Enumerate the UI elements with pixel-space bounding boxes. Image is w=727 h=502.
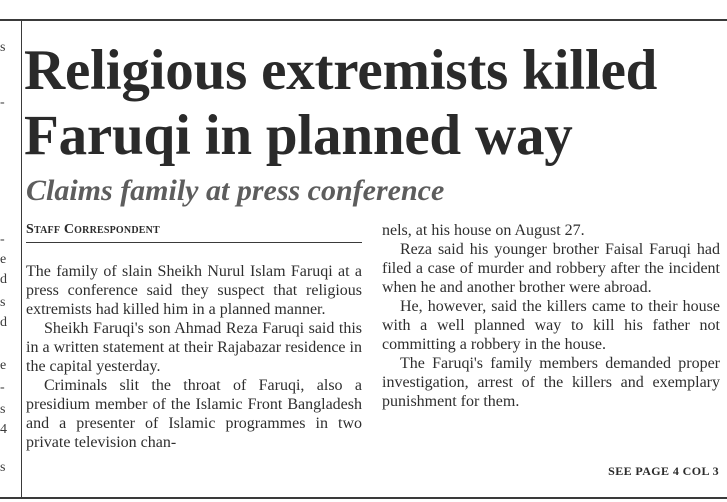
column-divider-left	[21, 19, 22, 497]
paragraph: Reza said his younger brother Faisal Faruqi had filed a case of murder and robbery after the incident when he and another brother were abroad.	[382, 241, 720, 296]
fragment-char: d	[0, 272, 7, 287]
paragraph: He, however, said the killers came to their house with a well planned way to kill his father not committing a robbery in the house.	[382, 298, 720, 353]
fragment-char: s	[0, 402, 6, 417]
headline-line-1: Religious extremists killed	[24, 39, 658, 102]
fragment-char: -	[0, 380, 5, 395]
paragraph: Sheikh Faruqi's son Ahmad Reza Faruqi said this in a written statement at their Rajabazar residence in the capital yesterday.	[26, 320, 362, 375]
paragraph: The family of slain Sheikh Nurul Islam Faruqi at a press conference said they suspect that religious extremists had killed him in a planned manner.	[26, 263, 362, 318]
continuation-jump-line: SEE PAGE 4 COL 3	[608, 464, 719, 478]
headline	[24, 38, 724, 168]
fragment-char: s	[0, 40, 6, 55]
top-rule	[0, 19, 727, 21]
byline: Staff Correspondent	[26, 222, 362, 243]
fragment-char: d	[0, 315, 7, 330]
fragment-char: -	[0, 232, 5, 247]
article-column-2	[382, 221, 720, 411]
paragraph: The Faruqi's family members demanded proper investigation, arrest of the killers and exemplary punishment for them.	[382, 355, 720, 410]
fragment-char: s	[0, 460, 6, 475]
fragment-char: s	[0, 295, 6, 310]
headline-line-2: Faruqi in planned way	[24, 104, 573, 167]
paragraph: Criminals slit the throat of Faruqi, also a presidium member of the Islamic Front Bangladesh and a presenter of Islamic programmes in two private television chan-	[26, 377, 362, 451]
fragment-char: e	[0, 358, 7, 373]
bottom-rule	[0, 497, 727, 499]
paragraph-continuation: nels, at his house on August 27.	[382, 222, 585, 239]
fragment-char: 4	[0, 422, 7, 437]
subheadline: Claims family at press conference	[26, 174, 445, 207]
fragment-char: -	[0, 95, 5, 110]
article-column-1	[26, 262, 362, 452]
fragment-char: e	[0, 252, 7, 267]
